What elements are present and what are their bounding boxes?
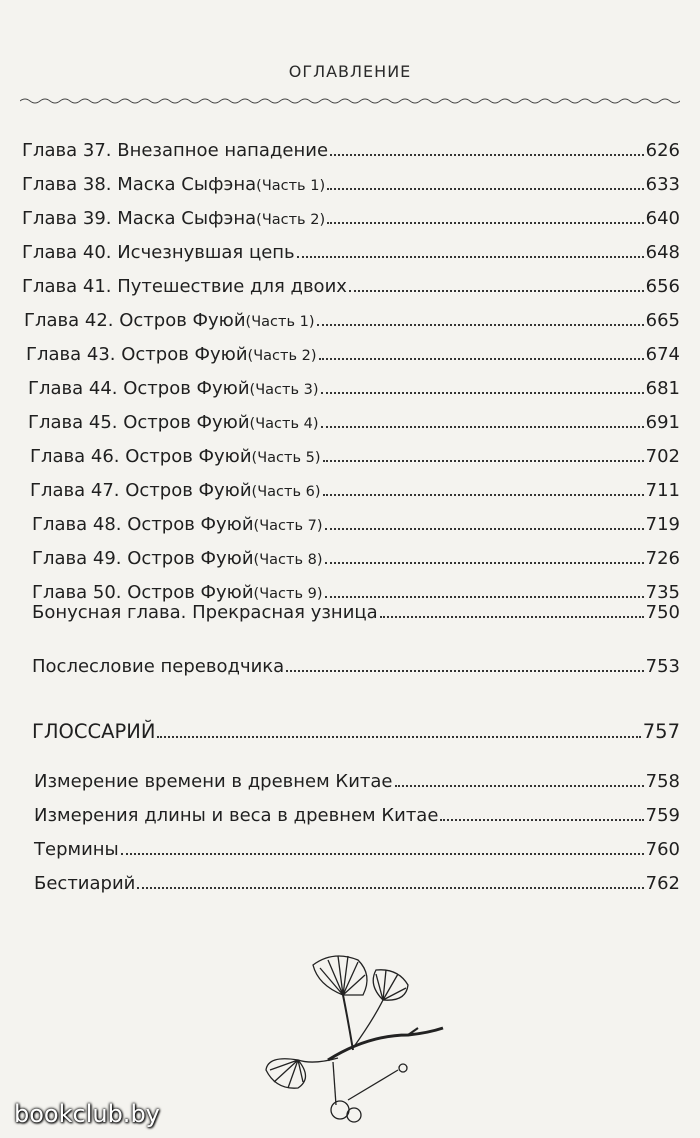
toc-entry xyxy=(32,656,680,677)
toc-entry-part: (Часть 1) xyxy=(245,314,315,330)
ginkgo-branch-icon xyxy=(258,940,458,1130)
toc-entry-part: (Часть 1) xyxy=(256,178,326,194)
dot-leader xyxy=(321,426,644,428)
toc-entry xyxy=(32,720,680,743)
dot-leader xyxy=(323,460,644,462)
toc-entry xyxy=(34,805,680,826)
dot-leader xyxy=(121,853,644,855)
toc-entry xyxy=(28,378,680,399)
toc-entry xyxy=(22,242,680,263)
toc-entry xyxy=(32,514,680,535)
toc-entry-title: Глава 40. Исчезнувшая цепь xyxy=(22,242,295,263)
toc-entry-title: Глава 47. Остров Фуюй xyxy=(30,480,252,501)
toc-entry-page: 691 xyxy=(645,412,680,433)
toc-entry-part: (Часть 9) xyxy=(253,586,323,602)
page-header: ОГЛАВЛЕНИЕ xyxy=(288,62,412,81)
toc-entry xyxy=(30,480,680,501)
toc-entry-page: 750 xyxy=(645,602,680,623)
toc-entry-page: 758 xyxy=(645,771,680,792)
watermark: bookclub.by xyxy=(14,1100,160,1128)
dot-leader xyxy=(395,785,644,787)
toc-entry xyxy=(24,310,680,331)
toc-entry-part: (Часть 2) xyxy=(247,348,317,364)
toc-entry-title: Измерения длины и веса в древнем Китае xyxy=(34,805,439,826)
toc-entry-title: Послесловие переводчика xyxy=(32,656,285,677)
toc-entry-page: 626 xyxy=(645,140,680,161)
toc-entry-page: 757 xyxy=(642,720,680,743)
dot-leader xyxy=(319,358,644,360)
dot-leader xyxy=(325,528,644,530)
toc-entry-title: Термины xyxy=(34,839,119,860)
toc-entry-title: Глава 43. Остров Фуюй xyxy=(26,344,248,365)
toc-entry xyxy=(26,344,680,365)
dot-leader xyxy=(380,616,644,618)
dot-leader xyxy=(325,562,644,564)
dot-leader xyxy=(327,222,644,224)
toc-entry-part: (Часть 2) xyxy=(256,212,326,228)
toc-entry xyxy=(34,771,680,792)
toc-entry-title: Глава 44. Остров Фуюй xyxy=(28,378,250,399)
dot-leader xyxy=(349,290,644,292)
toc-entry-title: Глава 38. Маска Сыфэна xyxy=(22,174,257,195)
toc-entry-page: 702 xyxy=(645,446,680,467)
toc-entry-title: Глава 46. Остров Фуюй xyxy=(30,446,252,467)
dot-leader xyxy=(137,887,643,889)
toc-entry-part: (Часть 7) xyxy=(253,518,323,534)
toc-entry-page: 656 xyxy=(645,276,680,297)
toc-entry-title: Глава 41. Путешествие для двоих xyxy=(22,276,347,297)
dot-leader xyxy=(157,736,640,738)
dot-leader xyxy=(327,188,644,190)
toc-entry-title: Бестиарий xyxy=(34,873,136,894)
dot-leader xyxy=(440,819,643,821)
toc-entry xyxy=(32,602,680,623)
toc-entry xyxy=(22,140,680,161)
toc-entry-part: (Часть 3) xyxy=(249,382,319,398)
toc-entry-title: Бонусная глава. Прекрасная узница xyxy=(32,602,378,623)
toc-entry-part: (Часть 4) xyxy=(249,416,319,432)
dot-leader xyxy=(323,494,644,496)
toc-entry-title: Глава 49. Остров Фуюй xyxy=(32,548,254,569)
toc-entry-part: (Часть 5) xyxy=(251,450,321,466)
toc-entry xyxy=(34,839,680,860)
toc-entry xyxy=(32,582,680,603)
toc-entry-page: 640 xyxy=(645,208,680,229)
toc-entry xyxy=(22,208,680,229)
toc-entry xyxy=(22,276,680,297)
dot-leader xyxy=(325,596,644,598)
toc-entry-part: (Часть 8) xyxy=(253,552,323,568)
dot-leader xyxy=(286,670,643,672)
toc-entry-part: (Часть 6) xyxy=(251,484,321,500)
dot-leader xyxy=(321,392,644,394)
toc-entry-page: 674 xyxy=(645,344,680,365)
toc-entry-page: 719 xyxy=(645,514,680,535)
toc-entry xyxy=(30,446,680,467)
toc-entry-title: Глава 48. Остров Фуюй xyxy=(32,514,254,535)
toc-entry-title: Глава 37. Внезапное нападение xyxy=(22,140,329,161)
toc-entry-page: 760 xyxy=(645,839,680,860)
toc-entry-title: Глава 50. Остров Фуюй xyxy=(32,582,254,603)
toc-entry-title: Измерение времени в древнем Китае xyxy=(34,771,393,792)
wavy-divider xyxy=(20,96,680,106)
toc-entry xyxy=(34,873,680,894)
toc-entry-page: 681 xyxy=(645,378,680,399)
toc-entry-title: ГЛОССАРИЙ xyxy=(32,720,156,743)
dot-leader xyxy=(330,154,644,156)
toc-entry-page: 726 xyxy=(645,548,680,569)
dot-leader xyxy=(297,256,644,258)
dot-leader xyxy=(317,324,644,326)
toc-entry-title: Глава 39. Маска Сыфэна xyxy=(22,208,257,229)
toc-entry-page: 711 xyxy=(645,480,680,501)
toc-entry-page: 762 xyxy=(645,873,680,894)
toc-entry xyxy=(22,174,680,195)
toc-entry xyxy=(28,412,680,433)
toc-entry-page: 735 xyxy=(645,582,680,603)
toc-entry-page: 665 xyxy=(645,310,680,331)
toc-entry-title: Глава 42. Остров Фуюй xyxy=(24,310,246,331)
toc-entry-page: 648 xyxy=(645,242,680,263)
toc-entry xyxy=(32,548,680,569)
toc-entry-page: 753 xyxy=(645,656,680,677)
toc-entry-title: Глава 45. Остров Фуюй xyxy=(28,412,250,433)
toc-entry-page: 759 xyxy=(645,805,680,826)
toc-entry-page: 633 xyxy=(645,174,680,195)
